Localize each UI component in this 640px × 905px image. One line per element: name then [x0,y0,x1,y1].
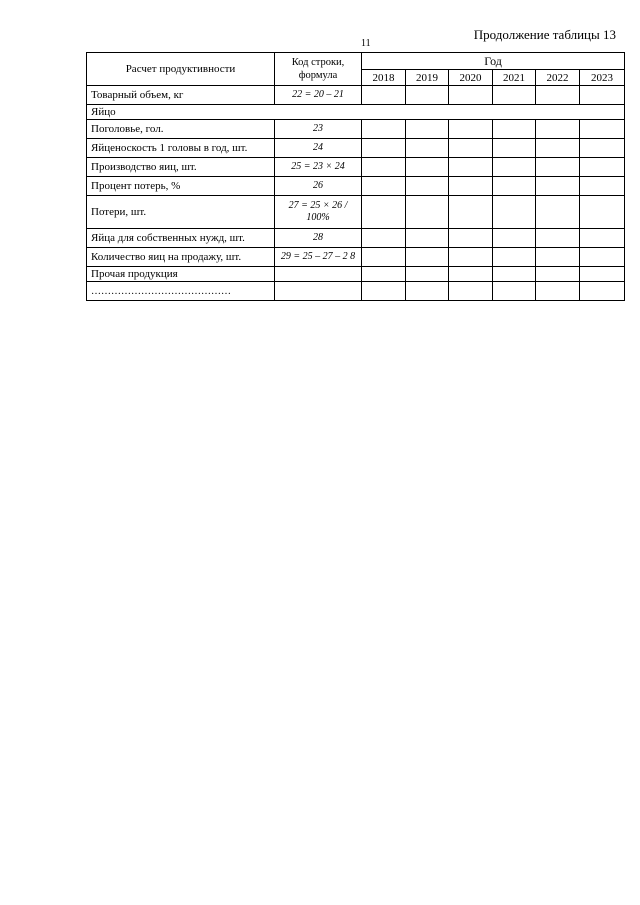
year-cell[interactable] [580,177,625,196]
year-cell[interactable] [493,120,536,139]
year-cell[interactable] [362,282,406,301]
year-cell[interactable] [536,86,580,105]
year-cell[interactable] [406,229,449,248]
year-cell[interactable] [580,248,625,267]
table-row [87,86,625,105]
year-cell[interactable] [536,267,580,282]
header-code [275,53,362,86]
row-label-placeholder: …………………………………… [87,282,275,301]
year-cell[interactable] [493,139,536,158]
year-cell[interactable] [449,196,493,229]
row-code: 25 = 23 × 24 [275,158,362,177]
row-label: Поголовье, гол. [87,120,275,139]
year-cell[interactable] [493,267,536,282]
year-cell[interactable] [449,177,493,196]
row-code: 24 [275,139,362,158]
row-code: 28 [275,229,362,248]
row-label: Процент потерь, % [87,177,275,196]
header-year: 2023 [580,70,625,86]
table-row [87,177,625,196]
code-cell[interactable] [275,267,362,282]
year-cell[interactable] [580,267,625,282]
year-cell[interactable] [493,248,536,267]
year-cell[interactable] [493,196,536,229]
year-cell[interactable] [406,196,449,229]
year-cell[interactable] [449,86,493,105]
row-code-line1: 27 = 25 × 26 / [288,200,348,211]
row-code: 26 [275,177,362,196]
header-year: 2021 [493,70,536,86]
year-cell[interactable] [449,158,493,177]
row-label: Товарный объем, кг [87,86,275,105]
year-cell[interactable] [536,248,580,267]
year-cell[interactable] [362,229,406,248]
year-cell[interactable] [580,196,625,229]
year-cell[interactable] [362,267,406,282]
section-title: Яйцо [87,105,625,120]
year-cell[interactable] [536,139,580,158]
row-label: Потери, шт. [87,196,275,229]
header-code-line2: формула [298,70,338,81]
year-cell[interactable] [580,229,625,248]
header-calculation: Расчет продуктивности [87,53,275,86]
year-cell[interactable] [580,86,625,105]
table-row [87,120,625,139]
year-cell[interactable] [406,120,449,139]
year-cell[interactable] [362,196,406,229]
year-cell[interactable] [362,177,406,196]
table-row [87,248,625,267]
row-label: Яйценоскость 1 головы в год, шт. [87,139,275,158]
year-cell[interactable] [406,177,449,196]
year-cell[interactable] [449,120,493,139]
year-cell[interactable] [362,248,406,267]
productivity-table [86,52,625,301]
year-cell[interactable] [362,86,406,105]
year-cell[interactable] [449,248,493,267]
header-year: 2020 [449,70,493,86]
header-year: 2018 [362,70,406,86]
row-code: 29 = 25 – 27 – 2 8 [275,248,362,267]
row-code: 22 = 20 – 21 [275,86,362,105]
year-cell[interactable] [580,139,625,158]
section-title: Прочая продукция [87,267,275,282]
table-continuation-title: Продолжение таблицы 13 [473,27,616,42]
table-row [87,229,625,248]
year-cell[interactable] [536,158,580,177]
year-cell[interactable] [449,139,493,158]
year-cell[interactable] [536,196,580,229]
table-row [87,282,625,301]
header-year: 2019 [406,70,449,86]
row-label: Яйца для собственных нужд, шт. [87,229,275,248]
row-code: 23 [275,120,362,139]
year-cell[interactable] [406,248,449,267]
year-cell[interactable] [580,158,625,177]
section-row [87,267,625,282]
year-cell[interactable] [406,282,449,301]
code-cell[interactable] [275,282,362,301]
year-cell[interactable] [580,282,625,301]
year-cell[interactable] [406,86,449,105]
year-cell[interactable] [406,139,449,158]
header-code-line1: Код строки, [291,57,345,68]
year-cell[interactable] [449,267,493,282]
year-cell[interactable] [362,139,406,158]
row-label: Производство яиц, шт. [87,158,275,177]
year-cell[interactable] [536,120,580,139]
header-year: 2022 [536,70,580,86]
table-row [87,139,625,158]
year-cell[interactable] [493,177,536,196]
table-row [87,158,625,177]
year-cell[interactable] [536,177,580,196]
row-label: Количество яиц на продажу, шт. [87,248,275,267]
page-number: 11 [361,38,371,49]
year-cell[interactable] [406,267,449,282]
year-cell[interactable] [536,229,580,248]
table-row [87,196,625,229]
year-cell[interactable] [362,120,406,139]
year-cell[interactable] [493,229,536,248]
year-cell[interactable] [449,282,493,301]
year-cell[interactable] [536,282,580,301]
year-cell[interactable] [362,158,406,177]
header-year-group: Год [362,53,625,70]
year-cell[interactable] [449,229,493,248]
row-code [275,196,362,229]
year-cell[interactable] [580,120,625,139]
row-code-line2: 100% [306,212,330,223]
year-cell[interactable] [493,158,536,177]
year-cell[interactable] [406,158,449,177]
year-cell[interactable] [493,282,536,301]
year-cell[interactable] [493,86,536,105]
section-row [87,105,625,120]
